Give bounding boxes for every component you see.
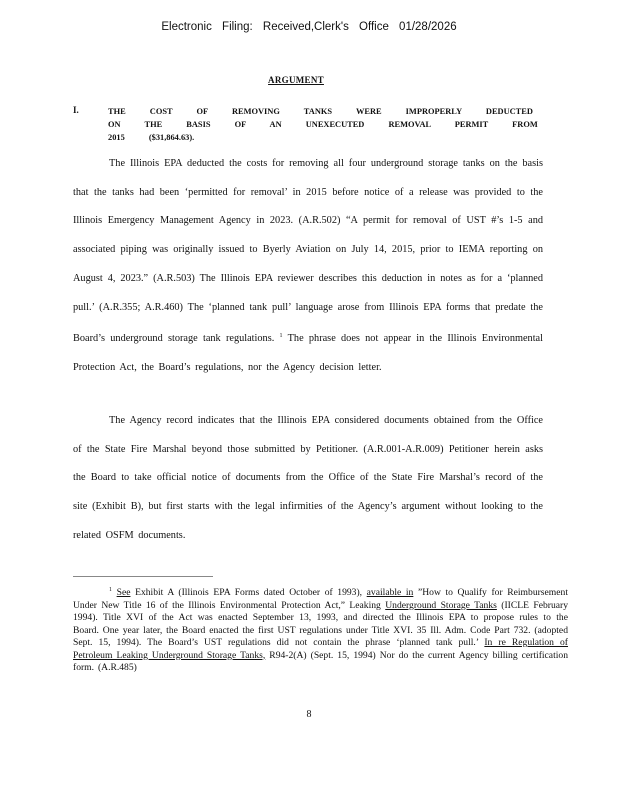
paragraph-1-text: [73, 150, 543, 383]
footnote-underlined-title: Underground Storage Tanks: [385, 599, 497, 611]
paragraph-1-main: The Illinois EPA deducted the costs for removing all four underground storage tanks on the basis that the tanks had been ‘permitted for removal’ in 2015 before notice of a release was provided to the Illinois Emergency Management Agency in 2023. (A.R.502) “A permit for removal of UST #’s 1-5 and associated piping was originally issued to Byerly Aviation on July 14, 2015, prior to IEMA reporting on August 4, 2023.” (A.R.503) The Illinois EPA reviewer describes this deduction in notes as for a ‘planned pull.’ (A.R.355; A.R.460) The ‘planned tank pull’ language arose from Illinois EPA forms that predate the Board’s underground storage tank regulations.: [73, 158, 543, 345]
footnote-see: See: [116, 587, 131, 598]
footnote-part3: (IICLE February 1994). Title XVI of the Act was enacted September 13, 1993, and directed the Illinois EPA to propose rules to the Board. One year later, the Board enacted the first UST regulations under Title XVI. 35 Ill. Adm. Code Part 732. (adopted Sept. 15, 1994). The Board’s UST regulations did not contain the phrase ‘planned tank pull.’: [73, 599, 568, 648]
paragraph-2: [73, 407, 543, 551]
section-heading: [0, 75, 618, 85]
footnote-part4: R94-2(A) (Sept. 15, 1994) Nor do the current Agency billing certification form. (A.R.485): [73, 649, 568, 673]
footnote-part1: Exhibit A (Illinois EPA Forms dated October of 1993),: [135, 587, 363, 598]
footnote-reference[interactable]: 1: [279, 333, 283, 340]
paragraph-1: [73, 150, 543, 383]
footnote-case-name: In re Regulation of Petroleum Leaking Underground Storage Tanks,: [73, 637, 569, 661]
paragraph-2-text: The Agency record indicates that the Illinois EPA considered documents obtained from the Office of the State Fire Marshal beyond those submitted by Petitioner. (A.R.001-A.R.009) Petitioner herein asks the Board to take official notice of documents from the Office of the State Fire Marshal’s record of the site (Exhibit B), but first starts with the legal infirmities of the Agency’s argument without looking to the related OSFM documents.: [73, 415, 543, 541]
footnote-part2: ”How to Qualify for Reimbursement Under New Title 16 of the Illinois Environmental Protection Act,” Leaking: [73, 587, 568, 611]
footnote-divider: [73, 576, 213, 577]
footnote-available-in: available in: [366, 587, 414, 598]
page-number: 8: [306, 709, 312, 720]
footnote-marker: 1: [109, 587, 112, 593]
point-title: THE COST OF REMOVING TANKS WERE IMPROPERLY DEDUCTED ON THE BASIS OF AN UNEXECUTED REMOVAL PERMIT FROM 2015 ($31,864.63).: [108, 107, 538, 142]
paragraph-1-tail: The phrase does not appear in the Illinois Environmental Protection Act, the Board’s regulations, nor the Agency decision letter.: [73, 333, 543, 373]
footnote-1: [73, 584, 568, 675]
filing-stamp-header: Electronic Filing: Received,Clerk's Office 01/28/2026: [161, 21, 457, 33]
section-heading-text: ARGUMENT: [268, 75, 324, 85]
point-number: I.: [73, 105, 79, 115]
